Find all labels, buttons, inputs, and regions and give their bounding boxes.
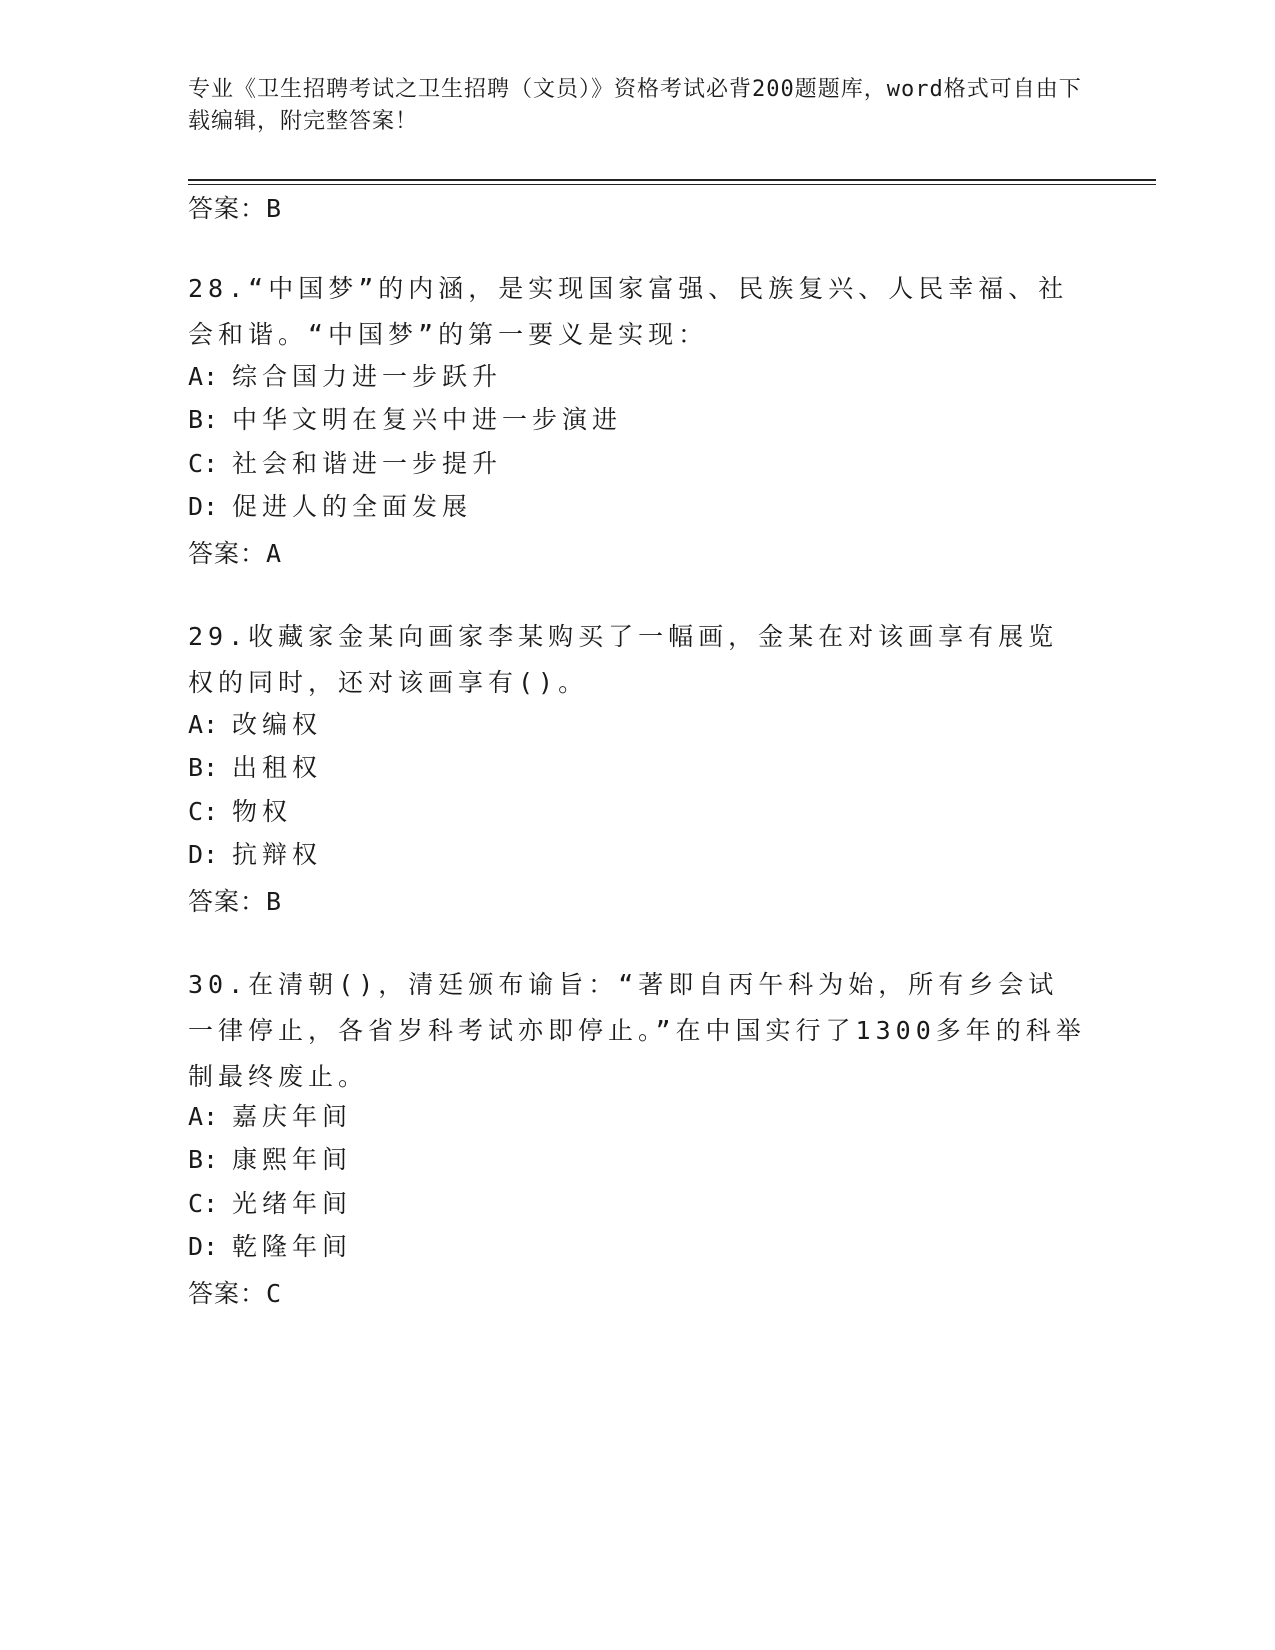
option-text: 抗辩权 (232, 840, 323, 869)
option-letter: C: (188, 449, 219, 478)
option-letter: B: (188, 753, 219, 782)
option-c (188, 448, 502, 480)
question-stem: 30.在清朝()，清廷颁布谕旨：“著即自丙午科为始，所有乡会试一律停止，各省岁科考试亦即停止。”在中国实行了1300多年的科举制最终废止。 (188, 970, 1086, 1091)
option-c (188, 1188, 352, 1220)
answer-value: B (266, 887, 283, 916)
option-text: 乾隆年间 (232, 1232, 353, 1261)
option-text: 社会和谐进一步提升 (232, 449, 503, 478)
option-b (188, 1144, 352, 1176)
option-text: 综合国力进一步跃升 (232, 362, 503, 391)
option-d (188, 491, 472, 523)
option-text: 康熙年间 (232, 1145, 353, 1174)
option-letter: B: (188, 1145, 219, 1174)
option-letter: D: (188, 840, 219, 869)
header-divider-thick (188, 179, 1156, 181)
option-d (188, 1231, 352, 1263)
answer-value: A (266, 539, 283, 568)
option-c (188, 796, 292, 828)
option-text: 改编权 (232, 710, 323, 739)
option-text: 中华文明在复兴中进一步演进 (232, 405, 623, 434)
question-stem: 28.“中国梦”的内涵，是实现国家富强、民族复兴、人民幸福、社会和谐。“中国梦”的第一要义是实现： (188, 274, 1069, 349)
answer-value: B (266, 194, 283, 223)
option-text: 嘉庆年间 (232, 1102, 353, 1131)
answer-label: 答案： (188, 539, 267, 568)
answer-label: 答案： (188, 194, 267, 223)
option-text: 光绪年间 (232, 1189, 353, 1218)
option-letter: A: (188, 362, 219, 391)
option-letter: C: (188, 1189, 219, 1218)
document-header: 专业《卫生招聘考试之卫生招聘（文员）》资格考试必背200题题库，word格式可自由下载编辑，附完整答案！ (188, 77, 1082, 134)
answer-line (188, 886, 282, 918)
option-d (188, 839, 322, 871)
option-letter: D: (188, 492, 219, 521)
answer-line (188, 193, 282, 225)
answer-value: C (266, 1279, 283, 1308)
question-stem: 29.收藏家金某向画家李某购买了一幅画，金某在对该画享有展览权的同时，还对该画享有()。 (188, 622, 1059, 697)
option-text: 出租权 (232, 753, 323, 782)
option-a (188, 361, 502, 393)
option-a (188, 709, 322, 741)
answer-line (188, 1278, 282, 1310)
option-letter: B: (188, 405, 219, 434)
option-text: 物权 (232, 797, 293, 826)
option-letter: D: (188, 1232, 219, 1261)
option-b (188, 404, 622, 436)
header-divider-thin (188, 184, 1156, 185)
option-letter: C: (188, 797, 219, 826)
option-letter: A: (188, 710, 219, 739)
answer-label: 答案： (188, 887, 267, 916)
option-a (188, 1101, 352, 1133)
option-text: 促进人的全面发展 (232, 492, 473, 521)
option-b (188, 752, 322, 784)
answer-line (188, 538, 282, 570)
option-letter: A: (188, 1102, 219, 1131)
answer-label: 答案： (188, 1279, 267, 1308)
